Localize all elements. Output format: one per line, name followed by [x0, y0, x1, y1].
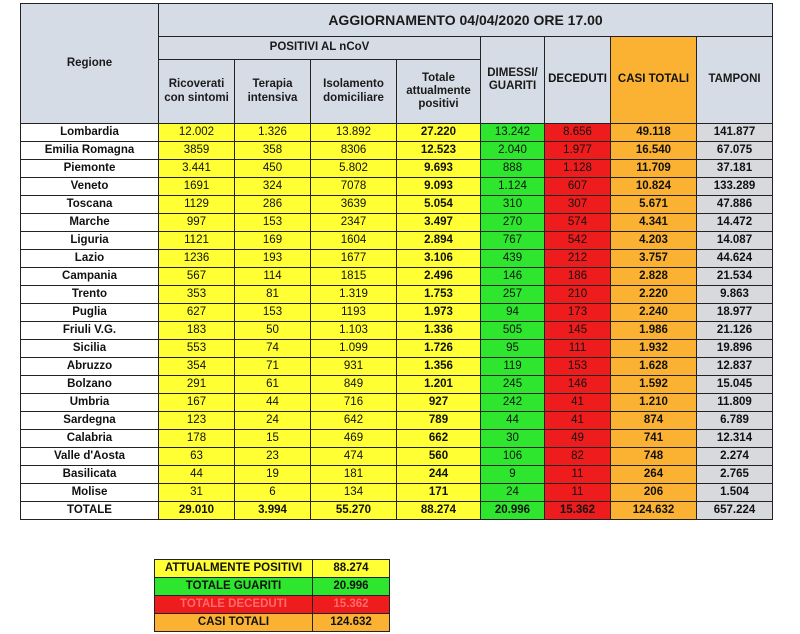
table-row — [21, 232, 773, 250]
table-row — [21, 268, 773, 286]
cases-cell: 206 — [611, 484, 697, 502]
region-cell: TOTALE — [21, 502, 159, 520]
header-hospitalized: Ricoverati con sintomi — [159, 60, 235, 124]
icu-cell: 153 — [235, 214, 311, 232]
cases-cell: 11.709 — [611, 160, 697, 178]
recovered-cell: 310 — [481, 196, 545, 214]
hospitalized-cell: 1121 — [159, 232, 235, 250]
deaths-cell: 82 — [545, 448, 611, 466]
icu-cell: 358 — [235, 142, 311, 160]
hospitalized-cell: 997 — [159, 214, 235, 232]
deaths-cell: 11 — [545, 484, 611, 502]
tests-cell: 2.765 — [697, 466, 773, 484]
deaths-cell: 8.656 — [545, 124, 611, 142]
recovered-cell: 20.996 — [481, 502, 545, 520]
tests-cell: 657.224 — [697, 502, 773, 520]
region-cell: Piemonte — [21, 160, 159, 178]
total-positive-cell: 560 — [397, 448, 481, 466]
home-isolation-cell: 55.270 — [311, 502, 397, 520]
total-positive-cell: 244 — [397, 466, 481, 484]
hospitalized-cell: 31 — [159, 484, 235, 502]
header-deaths: DECEDUTI — [545, 37, 611, 124]
region-cell: Abruzzo — [21, 358, 159, 376]
tests-cell: 14.087 — [697, 232, 773, 250]
hospitalized-cell: 123 — [159, 412, 235, 430]
home-isolation-cell: 181 — [311, 466, 397, 484]
hospitalized-cell: 63 — [159, 448, 235, 466]
hospitalized-cell: 291 — [159, 376, 235, 394]
total-positive-cell: 3.497 — [397, 214, 481, 232]
deaths-cell: 41 — [545, 394, 611, 412]
home-isolation-cell: 1193 — [311, 304, 397, 322]
hospitalized-cell: 1129 — [159, 196, 235, 214]
cases-cell: 10.824 — [611, 178, 697, 196]
region-cell: Campania — [21, 268, 159, 286]
icu-cell: 1.326 — [235, 124, 311, 142]
table-row — [21, 142, 773, 160]
home-isolation-cell: 1.099 — [311, 340, 397, 358]
recovered-cell: 13.242 — [481, 124, 545, 142]
table-row — [21, 358, 773, 376]
total-positive-cell: 5.054 — [397, 196, 481, 214]
hospitalized-cell: 1691 — [159, 178, 235, 196]
home-isolation-cell: 1.319 — [311, 286, 397, 304]
hospitalized-cell: 178 — [159, 430, 235, 448]
tests-cell: 2.274 — [697, 448, 773, 466]
total-positive-cell: 1.753 — [397, 286, 481, 304]
table-row — [21, 412, 773, 430]
cases-cell: 1.210 — [611, 394, 697, 412]
region-cell: Umbria — [21, 394, 159, 412]
recovered-cell: 1.124 — [481, 178, 545, 196]
icu-cell: 450 — [235, 160, 311, 178]
cases-cell: 874 — [611, 412, 697, 430]
summary-row — [155, 578, 390, 596]
total-positive-cell: 1.726 — [397, 340, 481, 358]
total-positive-cell: 27.220 — [397, 124, 481, 142]
total-positive-cell: 12.523 — [397, 142, 481, 160]
deaths-cell: 307 — [545, 196, 611, 214]
home-isolation-cell: 2347 — [311, 214, 397, 232]
icu-cell: 23 — [235, 448, 311, 466]
total-positive-cell: 1.201 — [397, 376, 481, 394]
home-isolation-cell: 474 — [311, 448, 397, 466]
tests-cell: 21.126 — [697, 322, 773, 340]
cases-cell: 49.118 — [611, 124, 697, 142]
table-row — [21, 124, 773, 142]
recovered-cell: 257 — [481, 286, 545, 304]
region-cell: Sicilia — [21, 340, 159, 358]
total-positive-cell: 1.356 — [397, 358, 481, 376]
recovered-cell: 94 — [481, 304, 545, 322]
region-cell: Friuli V.G. — [21, 322, 159, 340]
total-positive-cell: 3.106 — [397, 250, 481, 268]
report-title: AGGIORNAMENTO 04/04/2020 ORE 17.00 — [159, 4, 773, 37]
total-positive-cell: 927 — [397, 394, 481, 412]
recovered-cell: 146 — [481, 268, 545, 286]
total-positive-cell: 662 — [397, 430, 481, 448]
table-row — [21, 214, 773, 232]
hospitalized-cell: 353 — [159, 286, 235, 304]
summary-label: ATTUALMENTE POSITIVI — [155, 560, 313, 578]
icu-cell: 81 — [235, 286, 311, 304]
total-positive-cell: 1.973 — [397, 304, 481, 322]
summary-row — [155, 614, 390, 632]
tests-cell: 44.624 — [697, 250, 773, 268]
hospitalized-cell: 167 — [159, 394, 235, 412]
cases-cell: 1.986 — [611, 322, 697, 340]
cases-cell: 1.628 — [611, 358, 697, 376]
total-positive-cell: 2.496 — [397, 268, 481, 286]
summary-table — [154, 559, 390, 632]
deaths-cell: 15.362 — [545, 502, 611, 520]
icu-cell: 50 — [235, 322, 311, 340]
recovered-cell: 270 — [481, 214, 545, 232]
cases-cell: 16.540 — [611, 142, 697, 160]
hospitalized-cell: 553 — [159, 340, 235, 358]
table-row — [21, 376, 773, 394]
recovered-cell: 9 — [481, 466, 545, 484]
hospitalized-cell: 3859 — [159, 142, 235, 160]
table-row — [21, 340, 773, 358]
tests-cell: 133.289 — [697, 178, 773, 196]
tests-cell: 67.075 — [697, 142, 773, 160]
table-row — [21, 178, 773, 196]
recovered-cell: 888 — [481, 160, 545, 178]
tests-cell: 37.181 — [697, 160, 773, 178]
deaths-cell: 210 — [545, 286, 611, 304]
cases-cell: 748 — [611, 448, 697, 466]
deaths-cell: 542 — [545, 232, 611, 250]
header-recovered: DIMESSI/ GUARITI — [481, 37, 545, 124]
region-cell: Lombardia — [21, 124, 159, 142]
table-row — [21, 286, 773, 304]
icu-cell: 71 — [235, 358, 311, 376]
icu-cell: 3.994 — [235, 502, 311, 520]
tests-cell: 14.472 — [697, 214, 773, 232]
icu-cell: 24 — [235, 412, 311, 430]
summary-label: TOTALE DECEDUTI — [155, 596, 313, 614]
deaths-cell: 186 — [545, 268, 611, 286]
home-isolation-cell: 469 — [311, 430, 397, 448]
covid-regional-table — [20, 3, 773, 520]
icu-cell: 15 — [235, 430, 311, 448]
region-cell: Molise — [21, 484, 159, 502]
icu-cell: 153 — [235, 304, 311, 322]
region-cell: Basilicata — [21, 466, 159, 484]
header-tests: TAMPONI — [697, 37, 773, 124]
summary-value: 15.362 — [313, 596, 390, 614]
table-row — [21, 196, 773, 214]
cases-cell: 124.632 — [611, 502, 697, 520]
total-positive-cell: 789 — [397, 412, 481, 430]
region-cell: Liguria — [21, 232, 159, 250]
header-home-isolation: Isolamento domiciliare — [311, 60, 397, 124]
table-row — [21, 430, 773, 448]
recovered-cell: 30 — [481, 430, 545, 448]
summary-row — [155, 560, 390, 578]
tests-cell: 18.977 — [697, 304, 773, 322]
region-cell: Lazio — [21, 250, 159, 268]
recovered-cell: 44 — [481, 412, 545, 430]
cases-cell: 1.932 — [611, 340, 697, 358]
hospitalized-cell: 44 — [159, 466, 235, 484]
hospitalized-cell: 183 — [159, 322, 235, 340]
home-isolation-cell: 931 — [311, 358, 397, 376]
deaths-cell: 153 — [545, 358, 611, 376]
region-cell: Trento — [21, 286, 159, 304]
icu-cell: 169 — [235, 232, 311, 250]
deaths-cell: 1.977 — [545, 142, 611, 160]
icu-cell: 61 — [235, 376, 311, 394]
hospitalized-cell: 12.002 — [159, 124, 235, 142]
summary-value: 124.632 — [313, 614, 390, 632]
total-row — [21, 502, 773, 520]
region-cell: Toscana — [21, 196, 159, 214]
header-positive-group: POSITIVI AL nCoV — [159, 37, 481, 60]
table-row — [21, 322, 773, 340]
tests-cell: 12.314 — [697, 430, 773, 448]
home-isolation-cell: 5.802 — [311, 160, 397, 178]
summary-label: CASI TOTALI — [155, 614, 313, 632]
tests-cell: 141.877 — [697, 124, 773, 142]
table-row — [21, 448, 773, 466]
home-isolation-cell: 642 — [311, 412, 397, 430]
region-cell: Calabria — [21, 430, 159, 448]
recovered-cell: 767 — [481, 232, 545, 250]
cases-cell: 2.240 — [611, 304, 697, 322]
region-cell: Puglia — [21, 304, 159, 322]
tests-cell: 21.534 — [697, 268, 773, 286]
home-isolation-cell: 8306 — [311, 142, 397, 160]
deaths-cell: 173 — [545, 304, 611, 322]
tests-cell: 1.504 — [697, 484, 773, 502]
deaths-cell: 145 — [545, 322, 611, 340]
home-isolation-cell: 1815 — [311, 268, 397, 286]
table-row — [21, 394, 773, 412]
hospitalized-cell: 354 — [159, 358, 235, 376]
cases-cell: 1.592 — [611, 376, 697, 394]
region-cell: Emilia Romagna — [21, 142, 159, 160]
summary-label: TOTALE GUARITI — [155, 578, 313, 596]
deaths-cell: 41 — [545, 412, 611, 430]
recovered-cell: 2.040 — [481, 142, 545, 160]
deaths-cell: 212 — [545, 250, 611, 268]
summary-value: 20.996 — [313, 578, 390, 596]
deaths-cell: 11 — [545, 466, 611, 484]
deaths-cell: 49 — [545, 430, 611, 448]
header-region: Regione — [21, 4, 159, 124]
total-positive-cell: 1.336 — [397, 322, 481, 340]
home-isolation-cell: 849 — [311, 376, 397, 394]
recovered-cell: 119 — [481, 358, 545, 376]
header-cases: CASI TOTALI — [611, 37, 697, 124]
tests-cell: 6.789 — [697, 412, 773, 430]
hospitalized-cell: 1236 — [159, 250, 235, 268]
total-positive-cell: 171 — [397, 484, 481, 502]
deaths-cell: 574 — [545, 214, 611, 232]
total-positive-cell: 2.894 — [397, 232, 481, 250]
home-isolation-cell: 1677 — [311, 250, 397, 268]
deaths-cell: 146 — [545, 376, 611, 394]
table-row — [21, 160, 773, 178]
hospitalized-cell: 567 — [159, 268, 235, 286]
hospitalized-cell: 627 — [159, 304, 235, 322]
table-row — [21, 304, 773, 322]
header-total-positive: Totale attualmente positivi — [397, 60, 481, 124]
deaths-cell: 1.128 — [545, 160, 611, 178]
recovered-cell: 245 — [481, 376, 545, 394]
home-isolation-cell: 7078 — [311, 178, 397, 196]
recovered-cell: 106 — [481, 448, 545, 466]
total-positive-cell: 88.274 — [397, 502, 481, 520]
summary-row — [155, 596, 390, 614]
tests-cell: 11.809 — [697, 394, 773, 412]
total-positive-cell: 9.693 — [397, 160, 481, 178]
icu-cell: 193 — [235, 250, 311, 268]
region-cell: Sardegna — [21, 412, 159, 430]
table-row — [21, 466, 773, 484]
deaths-cell: 111 — [545, 340, 611, 358]
icu-cell: 74 — [235, 340, 311, 358]
deaths-cell: 607 — [545, 178, 611, 196]
tests-cell: 12.837 — [697, 358, 773, 376]
header-icu: Terapia intensiva — [235, 60, 311, 124]
tests-cell: 15.045 — [697, 376, 773, 394]
cases-cell: 4.341 — [611, 214, 697, 232]
cases-cell: 264 — [611, 466, 697, 484]
home-isolation-cell: 3639 — [311, 196, 397, 214]
recovered-cell: 505 — [481, 322, 545, 340]
tests-cell: 47.886 — [697, 196, 773, 214]
home-isolation-cell: 1.103 — [311, 322, 397, 340]
table-row — [21, 250, 773, 268]
recovered-cell: 24 — [481, 484, 545, 502]
region-cell: Veneto — [21, 178, 159, 196]
region-cell: Bolzano — [21, 376, 159, 394]
icu-cell: 324 — [235, 178, 311, 196]
tests-cell: 9.863 — [697, 286, 773, 304]
recovered-cell: 439 — [481, 250, 545, 268]
total-positive-cell: 9.093 — [397, 178, 481, 196]
icu-cell: 286 — [235, 196, 311, 214]
home-isolation-cell: 716 — [311, 394, 397, 412]
hospitalized-cell: 29.010 — [159, 502, 235, 520]
icu-cell: 114 — [235, 268, 311, 286]
tests-cell: 19.896 — [697, 340, 773, 358]
cases-cell: 2.220 — [611, 286, 697, 304]
recovered-cell: 95 — [481, 340, 545, 358]
home-isolation-cell: 134 — [311, 484, 397, 502]
cases-cell: 3.757 — [611, 250, 697, 268]
summary-value: 88.274 — [313, 560, 390, 578]
table-row — [21, 484, 773, 502]
icu-cell: 19 — [235, 466, 311, 484]
recovered-cell: 242 — [481, 394, 545, 412]
cases-cell: 4.203 — [611, 232, 697, 250]
home-isolation-cell: 1604 — [311, 232, 397, 250]
home-isolation-cell: 13.892 — [311, 124, 397, 142]
region-cell: Valle d'Aosta — [21, 448, 159, 466]
hospitalized-cell: 3.441 — [159, 160, 235, 178]
region-cell: Marche — [21, 214, 159, 232]
icu-cell: 6 — [235, 484, 311, 502]
cases-cell: 5.671 — [611, 196, 697, 214]
cases-cell: 741 — [611, 430, 697, 448]
cases-cell: 2.828 — [611, 268, 697, 286]
icu-cell: 44 — [235, 394, 311, 412]
